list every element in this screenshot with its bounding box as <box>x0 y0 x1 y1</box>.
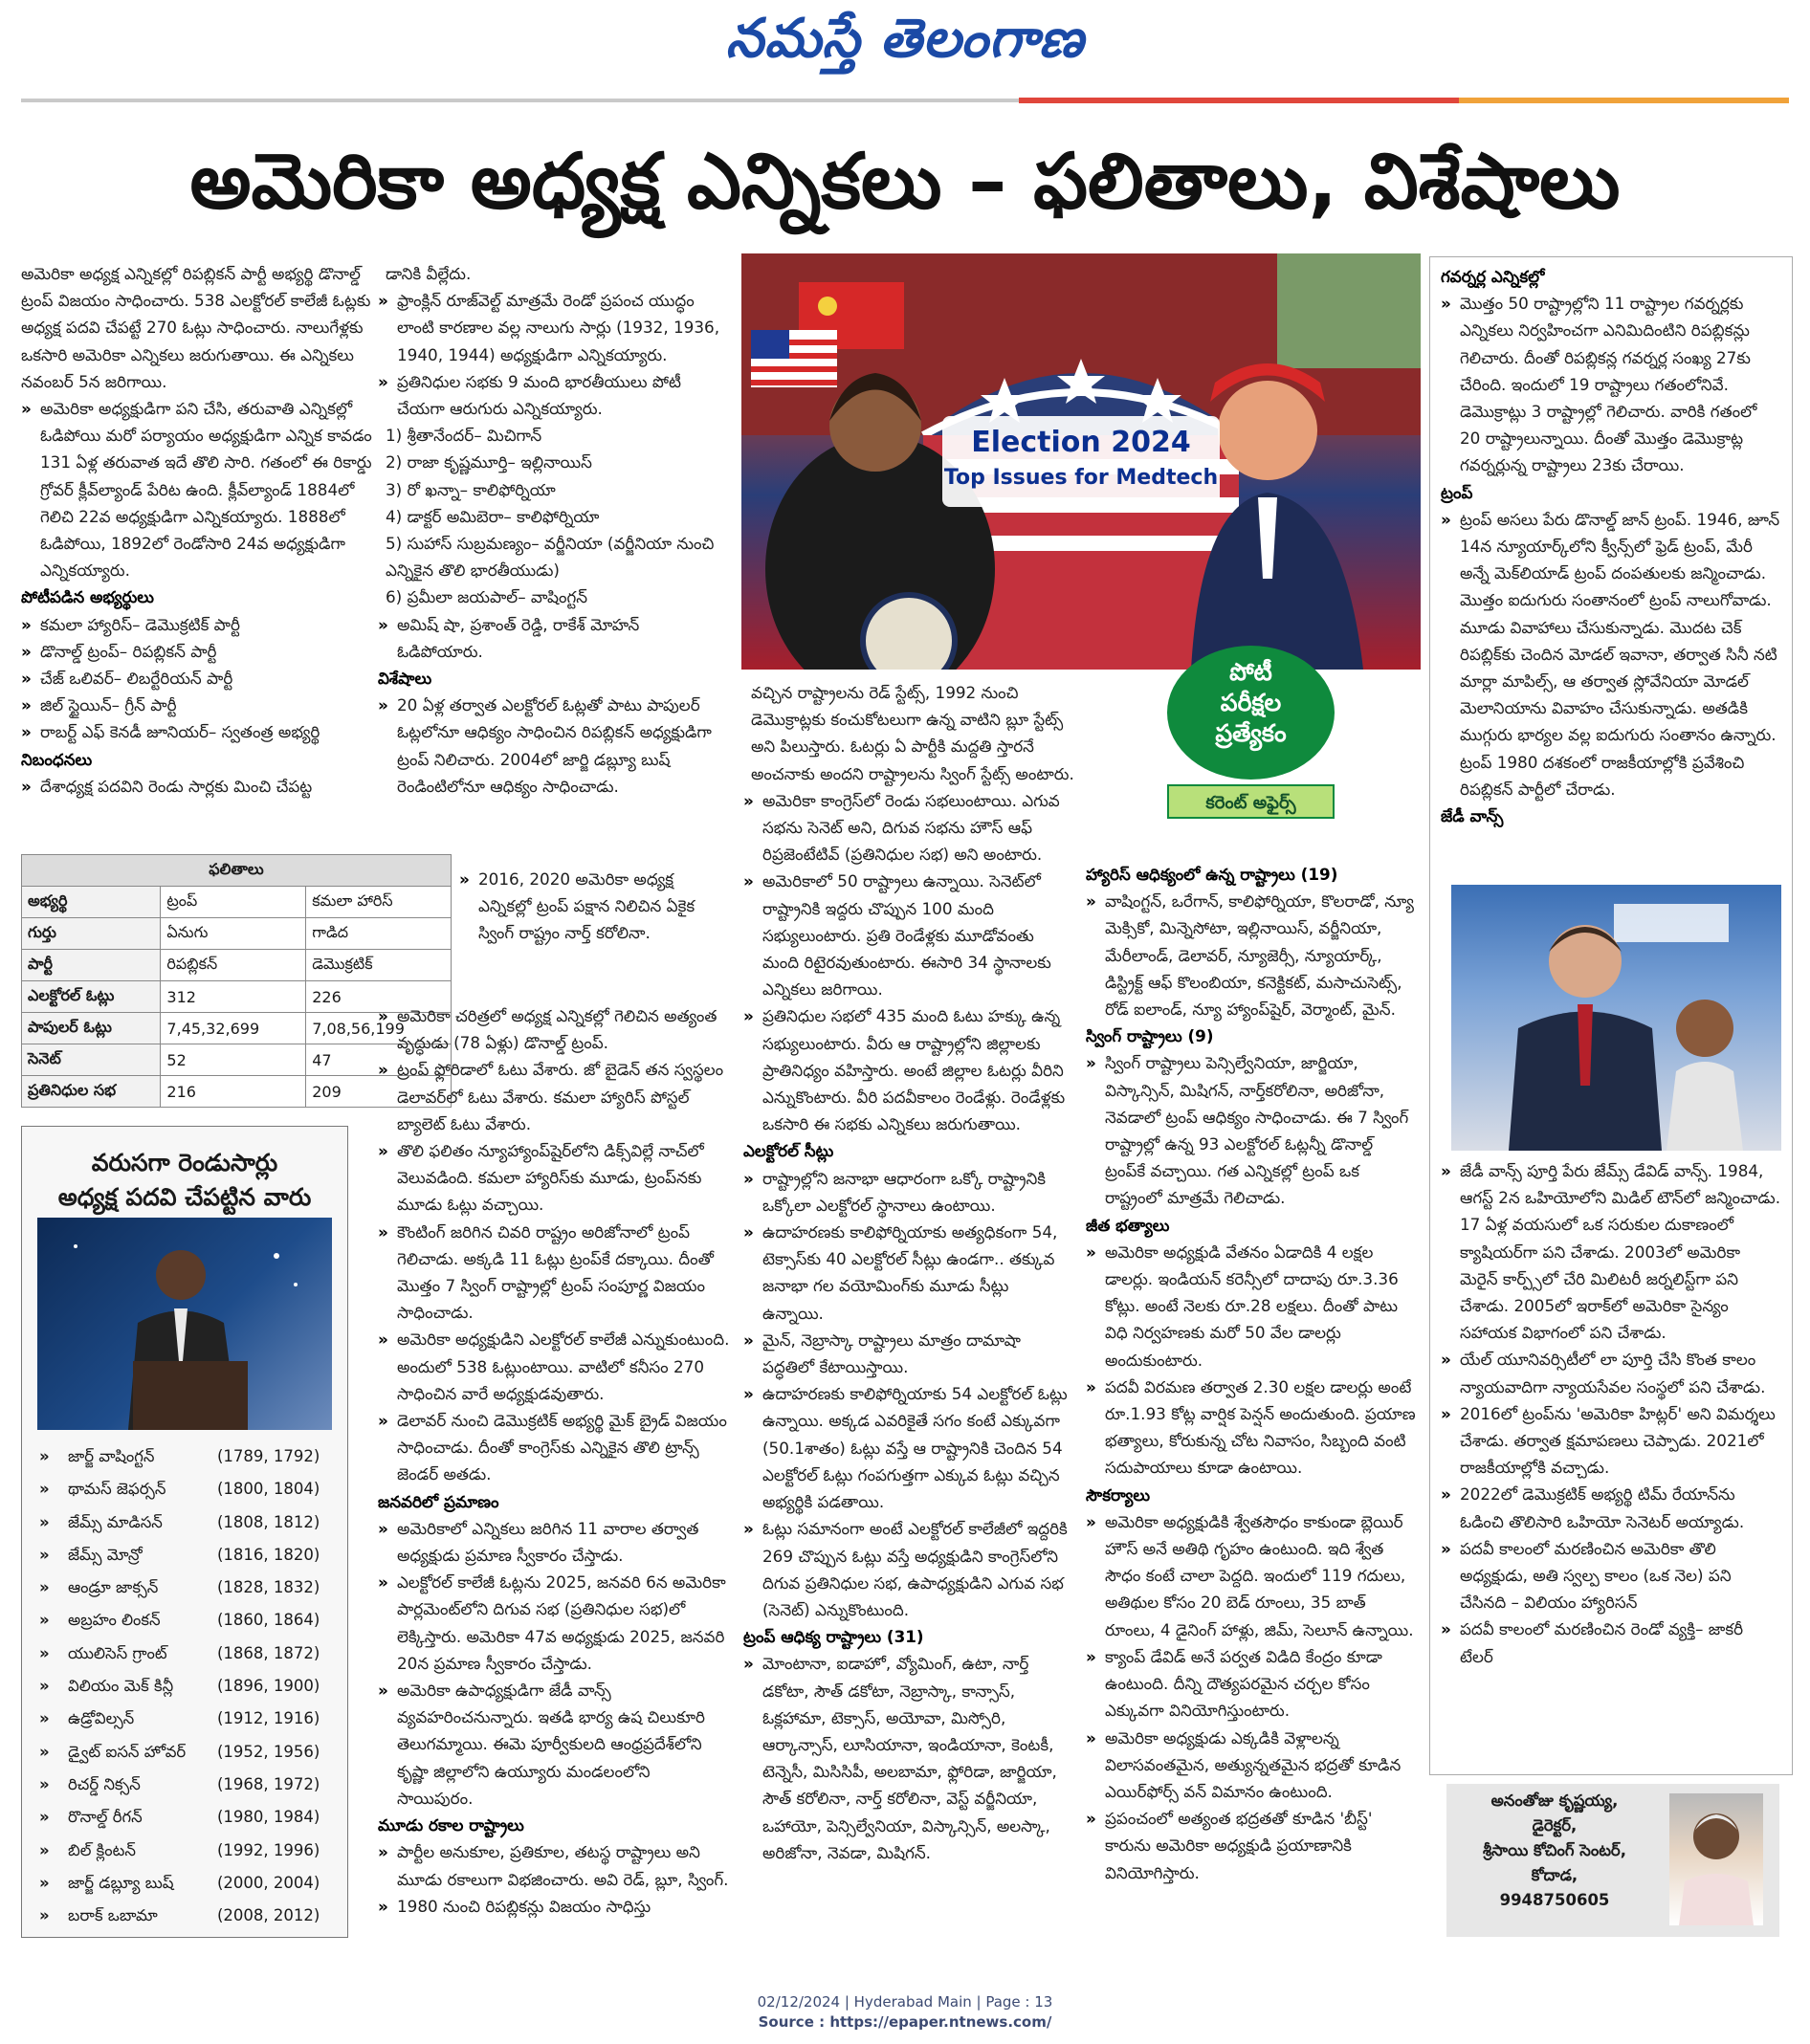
obama-photo <box>37 1218 332 1430</box>
list-item: » జార్జ్ వాషింగ్టన్ (1789, 1792) <box>39 1440 338 1473</box>
table-cell: గుర్తు <box>22 918 161 950</box>
paragraph: » స్వింగ్ రాష్ట్రాలు పెన్సిల్వేనియా, జార్జియా, విస్కాన్సిన్, మిషిగన్, నార్త్‌కరోలినా, అరిజోనా, నెవడాలో ట్రంప్ ఆధిక్యం సాధించాడు. ఈ 7 స్వింగ్ రాష్ట్రాల్లో ఉన్న 93 ఎలక్టోరల్ ఓట్లన్నీ డొనాల్డ్ ట్రంప్‌కే వచ్చాయి. గత ఎన్నికల్లో ట్రంప్ ఒక రాష్ట్రంలో మాత్రమే గెలిచాడు. <box>1086 1049 1417 1211</box>
badge-line: పరీక్షల <box>1220 689 1282 716</box>
author-org: శ్రీసాయి కోచింగ్ సెంటర్, <box>1482 1841 1626 1859</box>
president-years: (1952, 1956) <box>217 1742 320 1761</box>
paragraph: » ఓట్లు సమానంగా అంటే ఎలక్టోరల్ కాలేజీలో ఇద్దరికి 269 చొప్పున ఓట్లు వస్తే అధ్యక్షుడిని కాంగ్రెస్‌లోని దిగువ ప్రతినిధుల సభ, ఉపాధ్యక్షుడిని ఎగువ సభ (సెనెట్) ఎన్నుకొంటుంది. <box>743 1515 1074 1623</box>
page-footer <box>0 1992 1810 2033</box>
table-cell: ఎలక్టోరల్ ఓట్లు <box>22 981 161 1013</box>
paragraph: » పార్టీల అనుకూల, ప్రతికూల, తటస్థ రాష్ట్రాలు అని మూడు రకాలుగా విభజించారు. అవి రెడ్, బ్లూ, స్వింగ్. <box>378 1838 730 1892</box>
governor-heading: గవర్నర్ల ఎన్నికల్లో <box>1441 267 1545 286</box>
president-name: థామస్ జెఫర్సన్ <box>68 1480 166 1499</box>
president-years: (1868, 1872) <box>217 1643 320 1662</box>
badge-current-affairs: కరెంట్ అఫైర్స్ <box>1167 784 1335 819</box>
paragraph: » కౌంటింగ్ జరిగిన చివరి రాష్ట్రం అరిజోనాలో ట్రంప్ గెలిచాడు. అక్కడి 11 ఓట్లు ట్రంప్‌కే దక్కాయి. దీంతో మొత్తం 7 స్వింగ్ రాష్ట్రాల్లో ట్రంప్ సంపూర్ణ విజయం సాధించాడు. <box>378 1219 730 1327</box>
facilities-heading: సౌకర్యాలు <box>1086 1484 1151 1505</box>
candidates-heading: పోటీపడిన అభ్యర్థులు <box>21 587 154 607</box>
table-cell: సెనెట్ <box>22 1044 161 1076</box>
paragraph: » ఫ్రాంక్లిన్ రూజ్‌వెల్ట్ మాత్రమే రెండో ప్రపంచ యుద్ధం లాంటి కారణాల వల్ల నాలుగు సార్లు (1932, 1936, 1940, 1944) అధ్యక్షుడిగా ఎన్నికయ్యారు. <box>378 287 730 368</box>
presidents-list <box>39 1440 338 1932</box>
president-name: బరాక్ ఒబామా <box>68 1906 158 1925</box>
rule-item: » దేశాధ్యక్ష పదవిని రెండు సార్లకు మించి చేపట్ట <box>21 773 390 800</box>
president-name: విలియం మెక్ కిన్లీ <box>68 1677 174 1696</box>
column-3 <box>743 679 1074 1866</box>
table-row <box>22 950 452 981</box>
paragraph: » ఉదాహరణకు కాలిఫోర్నియాకు అత్యధికంగా 54, టెక్సాస్‌కు 40 ఎలక్టోరల్ సీట్లు ఉండగా.. తక్కువ జనాభా గల వయోమింగ్‌కు మూడు సీట్లు ఉన్నాయి. <box>743 1219 1074 1327</box>
column-2-inset <box>459 866 730 947</box>
author-name: అనంతోజు కృష్ణయ్య, <box>1490 1791 1619 1810</box>
list-item: » విలియం మెక్ కిన్లీ (1896, 1900) <box>39 1670 338 1703</box>
column-2 <box>378 260 730 800</box>
list-item: » రొనాల్డ్ రీగన్ (1980, 1984) <box>39 1801 338 1834</box>
list-item: » ఉడ్రోవిల్సన్ (1912, 1916) <box>39 1703 338 1735</box>
president-years: (1968, 1972) <box>217 1774 320 1793</box>
author-place: కోదాడ, <box>1531 1866 1578 1884</box>
president-years: (1912, 1916) <box>217 1709 320 1728</box>
list-item: » జేమ్స్ మాడిసన్ (1808, 1812) <box>39 1506 338 1539</box>
candidate-item: » చేజ్ ఒలివర్– లిబర్టేరియన్ పార్టీ <box>21 665 390 692</box>
paragraph: » వాషింగ్టన్, ఒరేగాన్, కాలిఫోర్నియా, కొలరాడో, న్యూ మెక్సికో, మిన్నెసోటా, ఇల్లినాయిస్, వర్జీనియా, మేరీలాండ్, డెలావర్, న్యూజెర్సీ, న్యూయార్క్, డిస్ట్రిక్ట్ ఆఫ్ కొలంబియా, కనెక్టికట్, మసాచుసెట్స్, రోడ్ ఐలాండ్, న్యూ హ్యాంప్‌షైర్, వెర్మాంట్, మైన్. <box>1086 888 1417 1022</box>
list-item: » బరాక్ ఒబామా (2008, 2012) <box>39 1900 338 1932</box>
election-banner-subtitle: Top Issues for Medtech <box>943 466 1219 490</box>
harris-states-heading: హ్యారిస్ ఆధిక్యంలో ఉన్న రాష్ట్రాలు (19) <box>1086 865 1338 884</box>
column-5-lower <box>1441 1157 1781 1670</box>
paragraph: » మైన్, నెబ్రాస్కా రాష్ట్రాలు మాత్రం దామాషా పద్ధతిలో కేటాయిస్తాయి. <box>743 1327 1074 1380</box>
column-2-lower <box>378 1002 730 1920</box>
president-years: (1800, 1804) <box>217 1480 320 1499</box>
president-years: (1789, 1792) <box>217 1447 320 1465</box>
paragraph: » అమెరికాలో ఎన్నికలు జరిగిన 11 వారాల తర్వాత అధ్యక్షుడు ప్రమాణ స్వీకారం చేస్తాడు. <box>378 1515 730 1569</box>
president-years: (2000, 2004) <box>217 1873 320 1892</box>
paragraph: వచ్చిన రాష్ట్రాలను రెడ్ స్టేట్స్, 1992 నుంచి డెమొక్రాట్లకు కంచుకోటలుగా ఉన్న వాటిని బ్లూ స్టేట్స్ అని పిలుస్తారు. ఓటర్లు ఏ పార్టీకి మద్దతి స్తారనే అంచనాకు అందని రాష్ట్రాలను స్వింగ్ స్టేట్స్ అంటారు. <box>751 683 1074 783</box>
table-cell: ఏనుగు <box>161 918 306 950</box>
election-photo <box>741 253 1421 670</box>
three-types-heading: మూడు రకాల రాష్ట్రాలు <box>378 1815 524 1835</box>
president-years: (1896, 1900) <box>217 1677 320 1696</box>
masthead-accent-orange <box>1459 98 1789 103</box>
paragraph: » 20 ఏళ్ల తర్వాత ఎలక్టోరల్ ఓట్లతో పాటు పాపులర్ ఓట్లలోనూ ఆధిక్యం సాధించిన రిపబ్లికన్ అధ్యక్షుడిగా ట్రంప్ నిలిచారు. 2004లో జార్జి డబ్ల్యూ బుష్ రెండింటిలోనూ ఆధిక్యం సాధించాడు. <box>378 692 730 800</box>
president-name: ఉడ్రోవిల్సన్ <box>68 1709 135 1728</box>
president-years: (1860, 1864) <box>217 1611 320 1630</box>
features-heading: విశేషాలు <box>378 669 432 689</box>
paragraph: » అమెరికా ఉపాధ్యక్షుడిగా జేడీ వాన్స్ వ్యవహరించనున్నారు. ఇతడి భార్య ఉష చిలుకూరి తెలుగమ్మాయి. ఈమె పూర్వీకులది ఆంధ్రప్రదేశ్‌లోని కృష్ణా జిల్లాలోని ఉయ్యూరు మండలంలోని సాయిపురం. <box>378 1677 730 1812</box>
jd-vance-heading: జేడీ వాన్స్ <box>1441 806 1504 826</box>
paragraph: » మొత్తం 50 రాష్ట్రాల్లోని 11 రాష్ట్రాల గవర్నర్లకు ఎన్నికలు నిర్వహించగా ఎనిమిదింటిని రిపబ్లికన్లు గెలిచారు. దీంతో రిపబ్లికన్ల గవర్నర్ల సంఖ్య 27కు చేరింది. ఇందులో 19 రాష్ట్రాలు గతంలోనివే. డెమొక్రాట్లు 3 రాష్ట్రాల్లో గెలిచారు. వారికి గతంలో 20 రాష్ట్రాలున్నాయి. దీంతో మొత్తం డెమొక్రాట్ల గవర్నర్లున్న రాష్ట్రాలు 23కు చేరాయి. <box>1441 290 1781 478</box>
list-item: » థామస్ జెఫర్సన్ (1800, 1804) <box>39 1473 338 1506</box>
obama-silhouette-icon <box>37 1218 332 1430</box>
president-name: యులిసెస్ గ్రాంట్ <box>68 1643 167 1662</box>
paragraph: » జేడీ వాన్స్ పూర్తి పేరు జేమ్స్ డేవిడ్ వాన్స్. 1984, ఆగస్ట్ 2న ఒహియోలోని మిడిల్ టౌన్‌లో జన్మించాడు. 17 ఏళ్ల వయసులో ఒక సరుకుల దుకాణంలో క్యాషియర్‌గా పని చేశాడు. 2003లో అమెరికా మెరైన్ కార్ప్స్‌లో చేరి మిలిటరీ జర్నలిస్ట్‌గా పని చేశాడు. 2005లో ఇరాక్‌లో అమెరికా సైన్యం సహాయక విభాగంలో పని చేశాడు. <box>1441 1157 1781 1346</box>
president-name: బిల్ క్లింటన్ <box>68 1840 136 1859</box>
paragraph: » అమెరికాలో 50 రాష్ట్రాలు ఉన్నాయి. సెనెట్‌లో రాష్ట్రానికి ఇద్దరు చొప్పున 100 మంది సభ్యులుంటారు. ప్రతి రెండేళ్లకు మూడోవంతు మంది రిటైరవుతుంటారు. ఈసారి 34 స్థానాలకు ఎన్నికలు జరిగాయి. <box>743 868 1074 1002</box>
paragraph: » పదవీ కాలంలో మరణించిన అమెరికా తొలి అధ్యక్షుడు, అతి స్వల్ప కాలం (ఒక నెల) పని చేసినది – విలియం హ్యారిసన్ <box>1441 1535 1781 1616</box>
president-name: అబ్రహం లింకన్ <box>68 1611 161 1630</box>
jd-vance-photo <box>1451 885 1781 1151</box>
paragraph: » 2022లో డెమొక్రటిక్ అభ్యర్థి టిమ్ రేయాన్‌ను ఓడించి తొలిసారి ఒహియో సెనెటర్ అయ్యాడు. <box>1441 1481 1781 1534</box>
table-cell: రిపబ్లికన్ <box>161 950 306 981</box>
badge-line: ప్రత్యేకం <box>1215 719 1287 747</box>
intro-paragraph: అమెరికా అధ్యక్ష ఎన్నికల్లో రిపబ్లికన్ పార్టీ అభ్యర్థి డొనాల్డ్ ట్రంప్ విజయం సాధించారు. 538 ఎలక్టోరల్ కాలేజీ ఓట్లకు అధ్యక్ష పదవి చేపట్టే 270 ఓట్లు సాధించారు. నాలుగేళ్లకు ఒకసారి అమెరికా ఎన్నికలు జరుగుతాయి. ఈ ఎన్నికలు నవంబర్ 5న జరిగాయి. <box>21 264 371 391</box>
box-title-line: అధ్యక్ష పదవి చేపట్టిన వారు <box>57 1183 312 1211</box>
paragraph: » అమెరికా అధ్యక్షుడి వేతనం ఏడాదికి 4 లక్షల డాలర్లు. ఇండియన్ కరెన్సీలో దాదాపు రూ.3.36 కోట్లు. అంటే నెలకు రూ.28 లక్షలు. దీంతో పాటు విధి నిర్వహణకు మరో 50 వేల డాలర్లు అందుకుంటారు. <box>1086 1239 1417 1374</box>
table-cell: గాడిద <box>306 918 452 950</box>
paragraph: » ప్రతినిధుల సభకు 9 మంది భారతీయులు పోటీ చేయగా ఆరుగురు ఎన్నికయ్యారు. <box>378 368 730 422</box>
table-cell: డెమొక్రటిక్ <box>306 950 452 981</box>
paragraph: » పదవీ విరమణ తర్వాత 2.30 లక్షల డాలర్లు అంటే రూ.1.93 కోట్ల వార్షిక పెన్షన్ అందుతుంది. ప్రయాణ భత్యాలు, కోరుకున్న చోట నివాసం, సిబ్బంది వంటి సదుపాయాలు కూడా ఉంటాయి. <box>1086 1374 1417 1482</box>
paragraph: » అమెరికా కాంగ్రెస్‌లో రెండు సభలుంటాయి. ఎగువ సభను సెనెట్ అని, దిగువ సభను హౌస్ ఆఫ్ రిప్రజెంటేటివ్ (ప్రతినిధుల సభ) అని అంటారు. <box>743 787 1074 868</box>
president-name: జేమ్స్ మాడిసన్ <box>68 1512 163 1531</box>
paragraph: » డెలావర్ నుంచి డెమొక్రటిక్ అభ్యర్థి మైక్ బ్రైడ్ విజయం సాధించాడు. దీంతో కాంగ్రెస్‌కు ఎన్నికైన తొలి ట్రాన్స్ జెండర్ అతడు. <box>378 1407 730 1488</box>
column-1 <box>21 260 390 800</box>
paragraph: » 2016, 2020 అమెరికా అధ్యక్ష ఎన్నికల్లో ట్రంప్ పక్షాన నిలిచిన ఏకైక స్వింగ్ రాష్ట్రం నార్త్ కరోలినా. <box>459 866 730 947</box>
badge-line: పోటీ <box>1229 658 1272 686</box>
list-item: » జేమ్స్ మోన్రో (1816, 1820) <box>39 1539 338 1571</box>
list-item: » ఆండ్రూ జాక్సన్ (1828, 1832) <box>39 1571 338 1604</box>
president-years: (1808, 1812) <box>217 1512 320 1531</box>
trump-states-heading: ట్రంప్ ఆధిక్య రాష్ట్రాలు (31) <box>743 1627 924 1647</box>
page-headline: అమెరికా అధ్యక్ష ఎన్నికలు – ఫలితాలు, విశేషాలు <box>189 137 1621 226</box>
paragraph: » 1980 నుంచి రిపబ్లికన్లు విజయం సాధిస్తు <box>378 1893 730 1920</box>
table-cell: 216 <box>161 1076 306 1108</box>
election-banner-title: Election 2024 <box>971 426 1191 459</box>
table-cell: 7,45,32,699 <box>161 1013 306 1044</box>
swing-heading: స్వింగ్ రాష్ట్రాలు (9) <box>1086 1026 1214 1046</box>
list-item: 4) డాక్టర్ అమిబెరా– కాలిఫోర్నియా <box>386 506 600 526</box>
paragraph: » ట్రంప్ ఫ్లోరిడాలో ఓటు వేశారు. జో బైడెన్ తన స్వస్థలం డెలావర్‌లో ఓటు వేశారు. కమలా హ్యారిస్ పోస్టల్ బ్యాలెట్ ఓటు వేశారు. <box>378 1056 730 1137</box>
paragraph: » ఉదాహరణకు కాలిఫోర్నియాకు 54 ఎలక్టోరల్ ఓట్లు ఉన్నాయి. అక్కడ ఎవరికైతే సగం కంటే ఎక్కువగా (50.1శాతం) ఓట్లు వస్తే ఆ రాష్ట్రానికి చెందిన 54 ఎలక్టోరల్ ఓట్లు గంపగుత్తగా ఎక్కువ ఓట్లు వచ్చిన అభ్యర్థికి పడతాయి. <box>743 1380 1074 1515</box>
column-5-upper <box>1441 263 1781 829</box>
author-phone: 9948750605 <box>1499 1891 1610 1909</box>
paragraph: » అమెరికా అధ్యక్షుడు ఎక్కడికి వెళ్లాలన్న విలాసవంతమైన, అత్యున్నతమైన భద్రతో కూడిన ఎయిర్‌ఫోర్స్ వన్ విమానం ఉంటుంది. <box>1086 1725 1417 1806</box>
president-years: (1828, 1832) <box>217 1578 320 1597</box>
seats-heading: ఎలక్టోరల్ సీట్లు <box>743 1141 834 1161</box>
paragraph: » మోంటానా, ఐడాహో, వ్యోమింగ్, ఉటా, నార్త్ డకోటా, సౌత్ డకోటా, నెబ్రాస్కా, కాన్సాస్, ఓక్లహామా, టెక్సాస్, అయోవా, మిస్సోరి, ఆర్కాన్సాస్, లూసియానా, ఇండియానా, కెంటకీ, టెన్నెసీ, మిసిసిపీ, అలబామా, ఫ్లోరిడా, జార్జియా, సౌత్ కరోలినా, నార్త్ కరోలినా, వెస్ట్ వర్జీనియా, ఒహాయో, పెన్సిల్వేనియా, విస్కాన్సిన్, అలస్కా, అరిజోనా, నెవడా, మిషిగన్. <box>743 1650 1074 1866</box>
paragraph: » ట్రంప్ అసలు పేరు డొనాల్డ్ జాన్ ట్రంప్. 1946, జూన్ 14న న్యూయార్క్‌లోని క్వీన్స్‌లో ఫ్రెడ్ ట్రంప్, మేరీ అన్నే మెక్‌లియాడ్ ట్రంప్ దంపతులకు జన్మించాడు. మొత్తం ఐదుగురు సంతానంలో ట్రంప్ నాలుగోవాడు. మూడు వివాహాలు చేసుకున్నాడు. మొదట చెక్ రిపబ్లిక్‌కు చెందిన మోడల్ ఇవానా, తర్వాత సినీ నటి మార్లా మాపిల్స్, ఆ తర్వాత స్లోవేనియా మోడల్ మెలానియాను వివాహం చేసుకున్నాడు. అతడికి ముగ్గురు భార్యల వల్ల ఐదుగురు సంతానం ఉన్నారు. ట్రంప్ 1980 దశకంలో రాజకీయాల్లోకి ప్రవేశించి రిపబ్లికన్ పార్టీలో చేరాడు. <box>1441 506 1781 802</box>
author-role: డైరెక్టర్, <box>1532 1816 1578 1835</box>
two-term-presidents-box <box>21 1126 348 1938</box>
record-paragraph: » అమెరికా అధ్యక్షుడిగా పని చేసి, తరువాతి ఎన్నికల్లో ఓడిపోయి మరో పర్యాయం అధ్యక్షుడిగా ఎన్నిక కావడం 131 ఏళ్ల తరువాత ఇదే తొలి సారి. గతంలో ఈ రికార్డు గ్రోవర్ క్లీవ్‌ల్యాండ్ పేరిట ఉంది. క్లీవ్‌ల్యాండ్ 1884లో గెలిచి 22వ అధ్యక్షుడిగా ఎన్నికయ్యారు. 1888లో ఓడిపోయి, 1892లో రెండోసారి 24వ అధ్యక్షుడిగా ఎన్నికయ్యారు. <box>21 395 390 583</box>
president-name: రిచర్డ్ నిక్సన్ <box>68 1774 141 1793</box>
president-name: జార్జ్ డబ్ల్యూ బుష్ <box>68 1873 174 1892</box>
president-name: జేమ్స్ మోన్రో <box>68 1545 143 1564</box>
list-item: » డ్వైట్ ఐసన్ హోవర్ (1952, 1956) <box>39 1736 338 1769</box>
masthead-accent-red <box>1019 98 1459 103</box>
candidate-item: » డొనాల్డ్ ట్రంప్– రిపబ్లికన్ పార్టీ <box>21 638 390 665</box>
paragraph: డానికి వీల్లేదు. <box>386 264 472 283</box>
exam-special-badge <box>1167 646 1335 837</box>
box-title-line: వరుసగా రెండుసార్లు <box>91 1149 278 1176</box>
results-header-cell: ట్రంప్ <box>161 887 306 918</box>
paragraph: » తొలి ఫలితం న్యూహ్యాంప్‌షైర్‌లోని డిక్స్‌విల్లే నాచ్‌లో వెలువడింది. కమలా హ్యారిస్‌కు మూడు, ట్రంప్‌నకు మూడు ఓట్లు వచ్చాయి. <box>378 1137 730 1219</box>
list-item: 6) ప్రమీలా జయపాల్– వాషింగ్టన్ <box>386 587 588 607</box>
rules-heading: నిబంధనలు <box>21 749 93 769</box>
table-cell: పాపులర్ ఓట్లు <box>22 1013 161 1044</box>
president-name: రొనాల్డ్ రీగన్ <box>68 1808 143 1827</box>
jd-vance-silhouette-icon <box>1451 885 1781 1151</box>
president-name: ఆండ్రూ జాక్సన్ <box>68 1578 159 1597</box>
candidate-item: » జిల్ స్టైయిన్– గ్రీన్ పార్టీ <box>21 692 390 718</box>
table-cell: 7,08,56,199 <box>306 1013 452 1044</box>
results-title: ఫలితాలు <box>22 855 452 887</box>
box-title <box>22 1146 347 1215</box>
table-row <box>22 918 452 950</box>
table-cell: పార్టీ <box>22 950 161 981</box>
column-4 <box>1086 861 1417 1886</box>
president-years: (1992, 1996) <box>217 1840 320 1859</box>
list-item: » యులిసెస్ గ్రాంట్ (1868, 1872) <box>39 1637 338 1670</box>
paragraph: » అమిష్ షా, ప్రశాంత్ రెడ్డి, రాకేశ్ మోహన్ ఓడిపోయారు. <box>378 611 730 665</box>
footer-source-link[interactable]: Source : https://epaper.ntnews.com/ <box>758 2013 1052 2031</box>
list-item: 3) రో ఖన్నా– కాలిఫోర్నియా <box>386 479 556 499</box>
president-years: (1980, 1984) <box>217 1808 320 1827</box>
paragraph: » పదవీ కాలంలో మరణించిన రెండో వ్యక్తి– జాకరీ టేలర్ <box>1441 1615 1781 1669</box>
paragraph: » అమెరికా చరిత్రలో అధ్యక్ష ఎన్నికల్లో గెలిచిన అత్యంత వృద్ధుడు (78 ఏళ్లు) డొనాల్డ్ ట్రంప్. <box>378 1002 730 1056</box>
results-header-cell: అభ్యర్థి <box>22 887 161 918</box>
paragraph: » యేల్ యూనివర్సిటీలో లా పూర్తి చేసి కొంత కాలం న్యాయవాదిగా న్యాయసేవల సంస్థలో పని చేశాడు. <box>1441 1346 1781 1399</box>
candidate-item: » కమలా హ్యారిస్– డెమొక్రటిక్ పార్టీ <box>21 611 390 638</box>
table-cell: 209 <box>306 1076 452 1108</box>
oath-heading: జనవరిలో ప్రమాణం <box>378 1491 499 1511</box>
paragraph: » అమెరికా అధ్యక్షుడిని ఎలక్టోరల్ కాలేజీ ఎన్నుకుంటుంది. అందులో 538 ఓట్లుంటాయి. వాటిలో కనీసం 270 సాధించిన వారే అధ్యక్షుడవుతారు. <box>378 1326 730 1407</box>
list-item: » జార్జ్ డబ్ల్యూ బుష్ (2000, 2004) <box>39 1867 338 1900</box>
president-name: జార్జ్ వాషింగ్టన్ <box>68 1447 155 1465</box>
author-photo <box>1669 1793 1763 1925</box>
president-years: (1816, 1820) <box>217 1545 320 1564</box>
paragraph: » ఎలక్టోరల్ కాలేజీ ఓట్లను 2025, జనవరి 6న అమెరికా పార్లమెంట్‌లోని దిగువ సభ (ప్రతినిధుల సభ)లో లెక్కిస్తారు. అమెరికా 47వ అధ్యక్షుడు 2025, జనవరి 20న ప్రమాణ స్వీకారం చేస్తాడు. <box>378 1569 730 1677</box>
candidate-item: » రాబర్ట్ ఎఫ్ కెనడీ జూనియర్– స్వతంత్ర అభ్యర్థి <box>21 718 390 745</box>
paragraph: » ప్రపంచంలో అత్యంత భద్రతతో కూడిన 'బీస్ట్' కారును అమెరికా అధ్యక్షుడి ప్రయాణానికి వినియోగిస్తారు. <box>1086 1805 1417 1886</box>
paragraph: » ప్రతినిధుల సభలో 435 మంది ఓటు హక్కు ఉన్న సభ్యులుంటారు. వీరు ఆ రాష్ట్రాల్లోని జిల్లాలకు ప్రాతినిధ్యం వహిస్తారు. అంటే జిల్లాల ఓటర్లు వీరిని ఎన్నుకొంటారు. వీరి పదవీకాలం రెండేళ్లు. రెండేళ్లకు ఒకసారి ఈ సభకు ఎన్నికలు జరుగుతాయి. <box>743 1002 1074 1137</box>
paragraph: » 2016లో ట్రంప్‌ను 'అమెరికా హిట్లర్' అని విమర్శలు చేశాడు. తర్వాత క్షమాపణలు చెప్పాడు. 2021లో రాజకీయాల్లోకి వచ్చాడు. <box>1441 1400 1781 1482</box>
results-header-cell: కమలా హారిస్ <box>306 887 452 918</box>
list-item: » అబ్రహం లింకన్ (1860, 1864) <box>39 1604 338 1637</box>
footer-date-page: 02/12/2024 | Hyderabad Main | Page : 13 <box>757 1993 1053 2011</box>
list-item: 5) సుహాస్ సుబ్రమణ్యం– వర్జీనియా (వర్జీనియా నుంచి ఎన్నికైన తొలి భారతీయుడు) <box>386 534 715 581</box>
masthead-logo: నమస్తే తెలంగాణ <box>725 8 1085 70</box>
paragraph: » క్యాంప్ డేవిడ్ అనే పర్వత విడిది కేంద్రం కూడా ఉంటుంది. దీన్ని దౌత్యపరమైన చర్చల కోసం ఎక్కువగా వినియోగిస్తుంటారు. <box>1086 1643 1417 1725</box>
president-name: డ్వైట్ ఐసన్ హోవర్ <box>68 1742 187 1761</box>
author-credit <box>1454 1789 1655 1913</box>
list-item: 1) శ్రీతానేందర్– మిచిగాన్ <box>386 426 542 446</box>
table-cell: ప్రతినిధుల సభ <box>22 1076 161 1108</box>
list-item: » బిల్ క్లింటన్ (1992, 1996) <box>39 1835 338 1867</box>
election-banner <box>942 416 1220 507</box>
table-cell: 52 <box>161 1044 306 1076</box>
president-years: (2008, 2012) <box>217 1906 320 1925</box>
table-cell: 312 <box>161 981 306 1013</box>
badge-oval <box>1167 646 1335 780</box>
list-item: 2) రాజా కృష్ణమూర్తి– ఇల్లినాయిస్ <box>386 452 592 473</box>
table-cell: 47 <box>306 1044 452 1076</box>
paragraph: » రాష్ట్రాల్లోని జనాభా ఆధారంగా ఒక్కో రాష్ట్రానికి ఒక్కోలా ఎలక్టోరల్ స్థానాలు ఉంటాయి. <box>743 1165 1074 1219</box>
trump-heading: ట్రంప్ <box>1441 482 1473 502</box>
salary-heading: జీత భత్యాలు <box>1086 1215 1170 1235</box>
list-item: » రిచర్డ్ నిక్సన్ (1968, 1972) <box>39 1769 338 1801</box>
author-silhouette-icon <box>1669 1793 1763 1925</box>
table-cell: 226 <box>306 981 452 1013</box>
paragraph: » అమెరికా అధ్యక్షుడికి శ్వేతసౌధం కాకుండా బ్లెయిర్ హౌస్ అనే అతిథి గృహం ఉంటుంది. ఇది శ్వేత సౌధం కంటే చాలా పెద్దది. ఇందులో 119 గదులు, అతిథుల కోసం 20 బెడ్ రూంలు, 35 బాత్ రూంలు, 4 డైనింగ్ హాళ్లు, జిమ్, సెలూన్ ఉన్నాయి. <box>1086 1508 1417 1643</box>
